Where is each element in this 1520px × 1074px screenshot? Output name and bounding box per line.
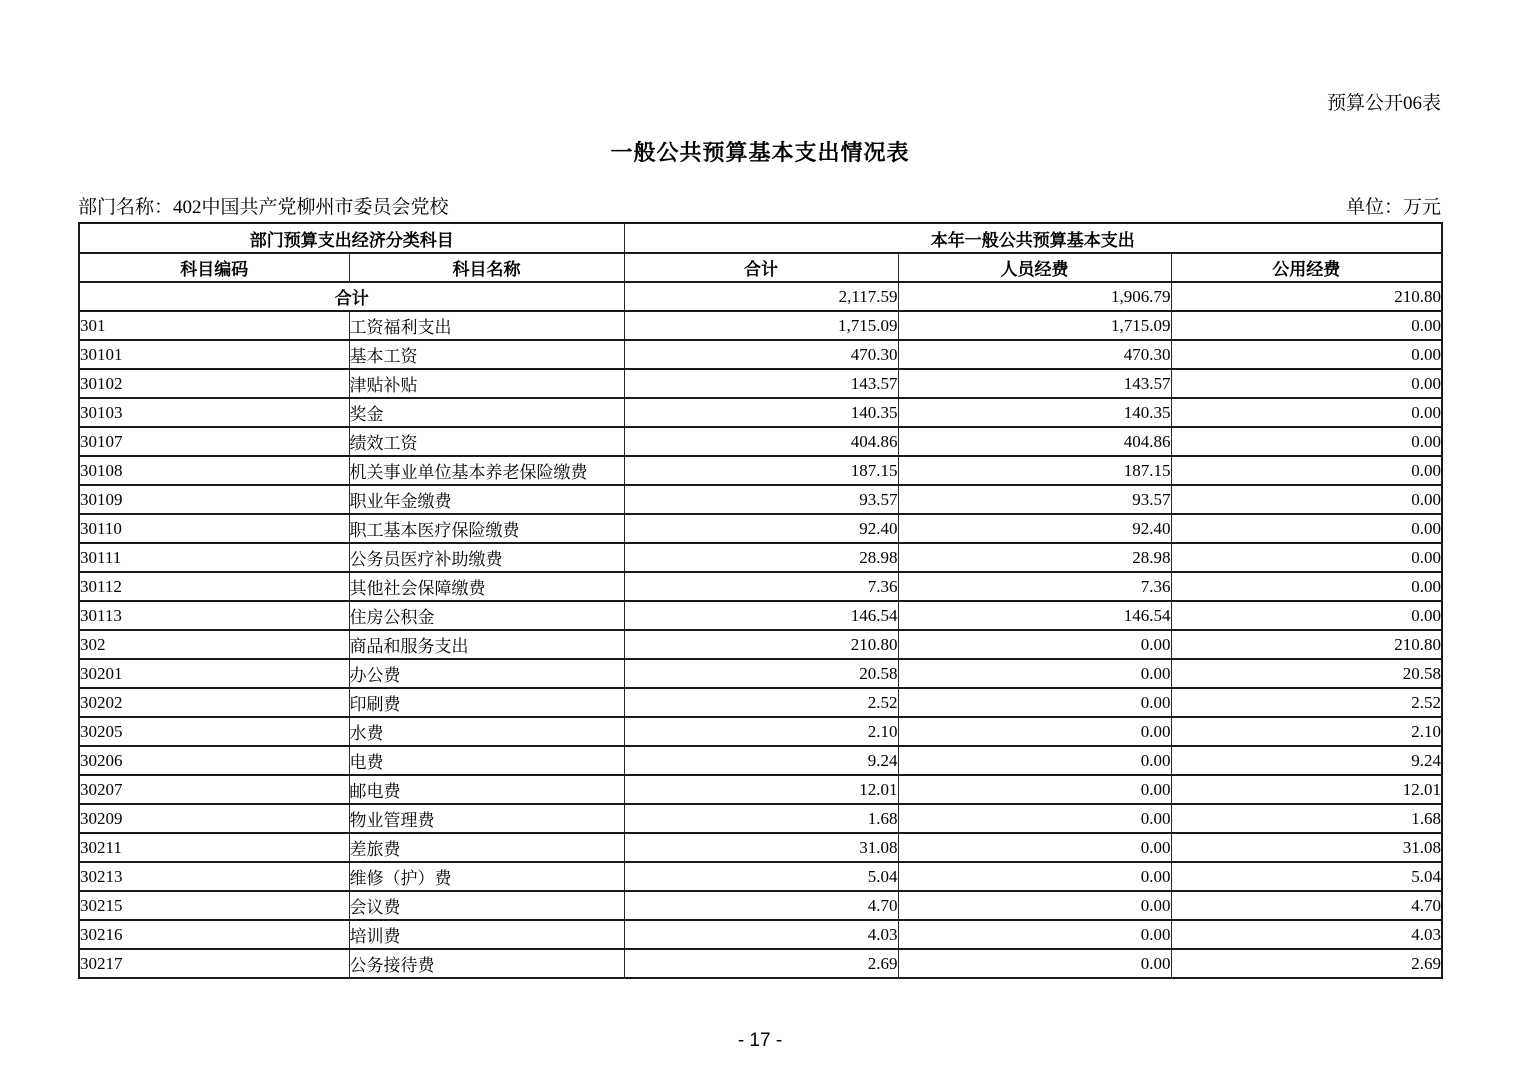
subject-code-cell: 30107 (79, 427, 349, 456)
total-value-cell: 470.30 (624, 340, 898, 369)
subject-name-cell: 其他社会保障缴费 (349, 572, 624, 601)
subject-code-cell: 30201 (79, 659, 349, 688)
personnel-funds-cell: 0.00 (898, 630, 1171, 659)
subject-code-cell: 30108 (79, 456, 349, 485)
personnel-funds-cell: 0.00 (898, 746, 1171, 775)
table-row (79, 514, 1442, 543)
subject-name-cell: 电费 (349, 746, 624, 775)
public-funds-cell: 1.68 (1171, 804, 1442, 833)
public-funds-cell: 0.00 (1171, 601, 1442, 630)
total-value-cell: 404.86 (624, 427, 898, 456)
public-funds-cell: 0.00 (1171, 398, 1442, 427)
table-row (79, 949, 1442, 978)
subject-name-cell: 基本工资 (349, 340, 624, 369)
column-header-subject-name: 科目名称 (349, 253, 624, 282)
subject-code-cell: 30206 (79, 746, 349, 775)
subject-name-cell: 差旅费 (349, 833, 624, 862)
table-row (79, 862, 1442, 891)
department-name-label: 部门名称：402中国共产党柳州市委员会党校 (78, 197, 449, 218)
personnel-funds-cell: 7.36 (898, 572, 1171, 601)
personnel-funds-cell: 0.00 (898, 804, 1171, 833)
table-row (79, 746, 1442, 775)
total-value-cell: 2.69 (624, 949, 898, 978)
public-funds-cell: 2.69 (1171, 949, 1442, 978)
public-funds-cell: 0.00 (1171, 485, 1442, 514)
subject-code-cell: 30112 (79, 572, 349, 601)
subject-code-cell: 30101 (79, 340, 349, 369)
table-row (79, 920, 1442, 949)
header-group-row (79, 223, 1442, 253)
subject-code-cell: 30217 (79, 949, 349, 978)
table-row (79, 804, 1442, 833)
total-value-cell: 93.57 (624, 485, 898, 514)
subject-code-cell: 30110 (79, 514, 349, 543)
subject-code-cell: 30109 (79, 485, 349, 514)
table-row (79, 601, 1442, 630)
column-header-public-funds: 公用经费 (1171, 253, 1442, 282)
subject-name-cell: 机关事业单位基本养老保险缴费 (349, 456, 624, 485)
table-row (79, 891, 1442, 920)
column-header-total: 合计 (624, 253, 898, 282)
grand-total-personnel-value: 1,906.79 (898, 282, 1171, 311)
subject-code-cell: 30113 (79, 601, 349, 630)
personnel-funds-cell: 0.00 (898, 775, 1171, 804)
grand-total-row (79, 282, 1442, 311)
personnel-funds-cell: 0.00 (898, 920, 1171, 949)
table-row (79, 456, 1442, 485)
table-row (79, 775, 1442, 804)
column-header-subject-code: 科目编码 (79, 253, 349, 282)
personnel-funds-cell: 143.57 (898, 369, 1171, 398)
column-header-personnel-funds: 人员经费 (898, 253, 1171, 282)
total-value-cell: 12.01 (624, 775, 898, 804)
subject-code-cell: 30102 (79, 369, 349, 398)
table-row (79, 717, 1442, 746)
table-header (79, 223, 1442, 282)
personnel-funds-cell: 92.40 (898, 514, 1171, 543)
subject-name-cell: 工资福利支出 (349, 311, 624, 340)
subject-name-cell: 培训费 (349, 920, 624, 949)
personnel-funds-cell: 93.57 (898, 485, 1171, 514)
table-body (79, 282, 1442, 978)
personnel-funds-cell: 28.98 (898, 543, 1171, 572)
public-funds-cell: 0.00 (1171, 340, 1442, 369)
personnel-funds-cell: 470.30 (898, 340, 1171, 369)
total-value-cell: 1.68 (624, 804, 898, 833)
subject-name-cell: 印刷费 (349, 688, 624, 717)
subject-name-cell: 商品和服务支出 (349, 630, 624, 659)
total-value-cell: 2.52 (624, 688, 898, 717)
subject-name-cell: 奖金 (349, 398, 624, 427)
personnel-funds-cell: 404.86 (898, 427, 1171, 456)
public-funds-cell: 9.24 (1171, 746, 1442, 775)
subject-code-cell: 30207 (79, 775, 349, 804)
table-row (79, 427, 1442, 456)
header-classification-group: 部门预算支出经济分类科目 (79, 223, 624, 253)
public-funds-cell: 0.00 (1171, 572, 1442, 601)
subject-name-cell: 公务接待费 (349, 949, 624, 978)
personnel-funds-cell: 0.00 (898, 862, 1171, 891)
total-value-cell: 187.15 (624, 456, 898, 485)
subject-code-cell: 301 (79, 311, 349, 340)
personnel-funds-cell: 146.54 (898, 601, 1171, 630)
table-row (79, 659, 1442, 688)
table-row (79, 398, 1442, 427)
total-value-cell: 4.03 (624, 920, 898, 949)
page-number: - 17 - (737, 1030, 783, 1051)
total-value-cell: 7.36 (624, 572, 898, 601)
total-value-cell: 210.80 (624, 630, 898, 659)
table-row (79, 543, 1442, 572)
personnel-funds-cell: 187.15 (898, 456, 1171, 485)
table-row (79, 572, 1442, 601)
public-funds-cell: 2.10 (1171, 717, 1442, 746)
public-funds-cell: 210.80 (1171, 630, 1442, 659)
table-row (79, 630, 1442, 659)
grand-total-public-value: 210.80 (1171, 282, 1442, 311)
subject-code-cell: 30202 (79, 688, 349, 717)
personnel-funds-cell: 1,715.09 (898, 311, 1171, 340)
total-value-cell: 9.24 (624, 746, 898, 775)
personnel-funds-cell: 0.00 (898, 659, 1171, 688)
subject-name-cell: 物业管理费 (349, 804, 624, 833)
subject-name-cell: 津贴补贴 (349, 369, 624, 398)
public-funds-cell: 5.04 (1171, 862, 1442, 891)
total-value-cell: 31.08 (624, 833, 898, 862)
public-funds-cell: 12.01 (1171, 775, 1442, 804)
personnel-funds-cell: 0.00 (898, 833, 1171, 862)
column-header-row (79, 253, 1442, 282)
subject-name-cell: 维修（护）费 (349, 862, 624, 891)
page-title: 一般公共预算基本支出情况表 (610, 140, 910, 165)
total-value-cell: 1,715.09 (624, 311, 898, 340)
table-row (79, 688, 1442, 717)
total-value-cell: 4.70 (624, 891, 898, 920)
personnel-funds-cell: 0.00 (898, 717, 1171, 746)
table-row (79, 311, 1442, 340)
table-row (79, 833, 1442, 862)
total-value-cell: 28.98 (624, 543, 898, 572)
subject-code-cell: 30209 (79, 804, 349, 833)
personnel-funds-cell: 0.00 (898, 688, 1171, 717)
public-funds-cell: 20.58 (1171, 659, 1442, 688)
public-funds-cell: 4.70 (1171, 891, 1442, 920)
public-funds-cell: 0.00 (1171, 456, 1442, 485)
budget-table (78, 222, 1443, 979)
public-funds-cell: 0.00 (1171, 369, 1442, 398)
total-value-cell: 92.40 (624, 514, 898, 543)
public-funds-cell: 0.00 (1171, 311, 1442, 340)
subject-code-cell: 30111 (79, 543, 349, 572)
subject-code-cell: 30215 (79, 891, 349, 920)
subject-code-cell: 30213 (79, 862, 349, 891)
subject-name-cell: 职工基本医疗保险缴费 (349, 514, 624, 543)
public-funds-cell: 0.00 (1171, 514, 1442, 543)
form-number-label: 预算公开06表 (1326, 93, 1441, 114)
subject-code-cell: 30211 (79, 833, 349, 862)
subject-code-cell: 30103 (79, 398, 349, 427)
grand-total-total-value: 2,117.59 (624, 282, 898, 311)
total-value-cell: 143.57 (624, 369, 898, 398)
subject-code-cell: 302 (79, 630, 349, 659)
public-funds-cell: 0.00 (1171, 427, 1442, 456)
subject-code-cell: 30205 (79, 717, 349, 746)
unit-label: 单位：万元 (1345, 197, 1441, 218)
subject-name-cell: 住房公积金 (349, 601, 624, 630)
subject-name-cell: 办公费 (349, 659, 624, 688)
subject-name-cell: 会议费 (349, 891, 624, 920)
total-value-cell: 20.58 (624, 659, 898, 688)
personnel-funds-cell: 140.35 (898, 398, 1171, 427)
table-row (79, 340, 1442, 369)
grand-total-label: 合计 (79, 282, 624, 311)
subject-name-cell: 绩效工资 (349, 427, 624, 456)
total-value-cell: 5.04 (624, 862, 898, 891)
table-row (79, 485, 1442, 514)
subject-code-cell: 30216 (79, 920, 349, 949)
personnel-funds-cell: 0.00 (898, 949, 1171, 978)
subject-name-cell: 职业年金缴费 (349, 485, 624, 514)
subject-name-cell: 公务员医疗补助缴费 (349, 543, 624, 572)
total-value-cell: 2.10 (624, 717, 898, 746)
header-basic-expenditure-group: 本年一般公共预算基本支出 (624, 223, 1442, 253)
meta-row (78, 192, 1441, 219)
public-funds-cell: 31.08 (1171, 833, 1442, 862)
public-funds-cell: 0.00 (1171, 543, 1442, 572)
table-row (79, 369, 1442, 398)
public-funds-cell: 2.52 (1171, 688, 1442, 717)
subject-name-cell: 水费 (349, 717, 624, 746)
total-value-cell: 146.54 (624, 601, 898, 630)
subject-name-cell: 邮电费 (349, 775, 624, 804)
total-value-cell: 140.35 (624, 398, 898, 427)
personnel-funds-cell: 0.00 (898, 891, 1171, 920)
public-funds-cell: 4.03 (1171, 920, 1442, 949)
